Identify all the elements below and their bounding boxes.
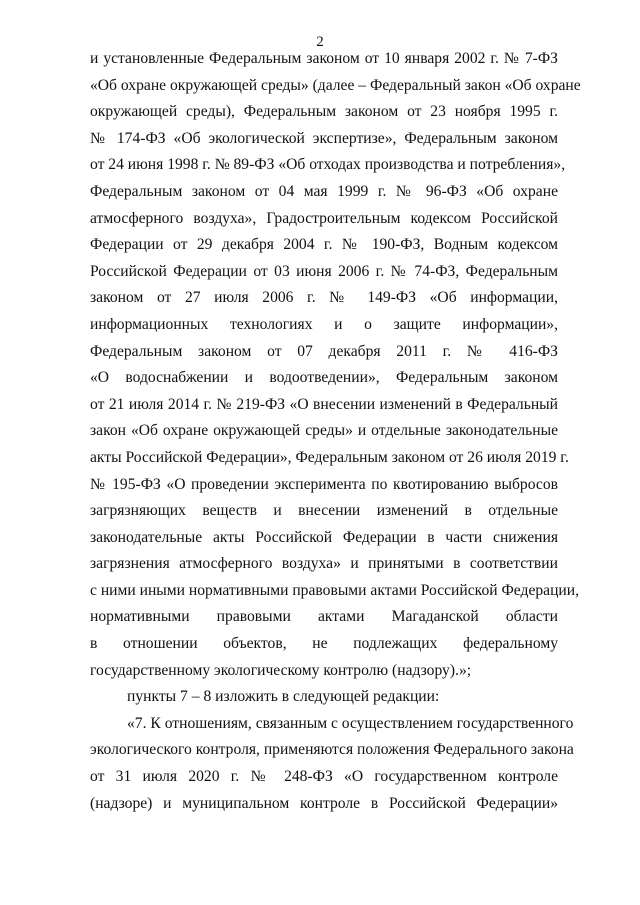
page-number: 2 — [316, 34, 324, 50]
text-line: с ними иными нормативными правовыми актами Российской Федерации, — [90, 581, 580, 599]
text-line: № 195-ФЗ «О проведении эксперимента по квотированию выбросов — [90, 475, 558, 493]
text-line: «О водоснабжении и водоотведении», Федеральным законом — [90, 369, 558, 387]
text-line: (надзоре) и муниципальном контроле в Российской Федерации» — [90, 794, 558, 812]
text-line: государственному экологическому контролю (надзору).»; — [90, 661, 472, 679]
text-line: Федеральным законом от 04 мая 1999 г. № 96-ФЗ «Об охране — [90, 182, 558, 200]
text-line: окружающей среды), Федеральным законом от 23 ноября 1995 г. — [90, 103, 558, 121]
text-line: Федерации от 29 декабря 2004 г. № 190-ФЗ, Водным кодексом — [90, 236, 558, 254]
text-line: загрязняющих веществ и внесении изменений в отдельные — [90, 502, 558, 520]
text-line: «Об охране окружающей среды» (далее – Федеральный закон «Об охране — [90, 76, 581, 94]
text-line: от 24 июня 1998 г. № 89-ФЗ «Об отходах производства и потребления», — [90, 156, 566, 174]
text-line: информационных технологиях и о защите информации», — [90, 315, 558, 333]
text-line: № 174-ФЗ «Об экологической экспертизе», Федеральным законом — [90, 129, 558, 147]
text-line: атмосферного воздуха», Градостроительным кодексом Российской — [90, 209, 558, 227]
document-body — [90, 46, 581, 817]
text-line: «7. К отношениям, связанным с осуществлением государственного — [127, 714, 574, 732]
text-line: в отношении объектов, не подлежащих федеральному — [90, 635, 558, 653]
text-line: загрязнения атмосферного воздуха» и принятыми в соответствии — [90, 555, 558, 573]
text-line: закон «Об охране окружающей среды» и отдельные законодательные — [90, 422, 558, 440]
text-line: экологического контроля, применяются положения Федерального закона — [90, 741, 574, 759]
text-line: акты Российской Федерации», Федеральным законом от 26 июля 2019 г. — [90, 448, 569, 466]
text-line: пункты 7 – 8 изложить в следующей редакции: — [127, 688, 440, 706]
text-line: нормативными правовыми актами Магаданской области — [90, 608, 558, 626]
text-line: и установленные Федеральным законом от 10 января 2002 г. № 7-ФЗ — [90, 50, 558, 67]
text-line: Федеральным законом от 07 декабря 2011 г. № 416-ФЗ — [90, 342, 558, 360]
text-line: Российской Федерации от 03 июня 2006 г. № 74-ФЗ, Федеральным — [90, 262, 558, 280]
text-line: законодательные акты Российской Федерации в части снижения — [90, 528, 558, 546]
text-line: законом от 27 июля 2006 г. № 149-ФЗ «Об информации, — [90, 289, 558, 307]
text-line: от 31 июля 2020 г. № 248-ФЗ «О государственном контроле — [90, 768, 558, 786]
text-line: от 21 июля 2014 г. № 219-ФЗ «О внесении изменений в Федеральный — [90, 395, 558, 413]
